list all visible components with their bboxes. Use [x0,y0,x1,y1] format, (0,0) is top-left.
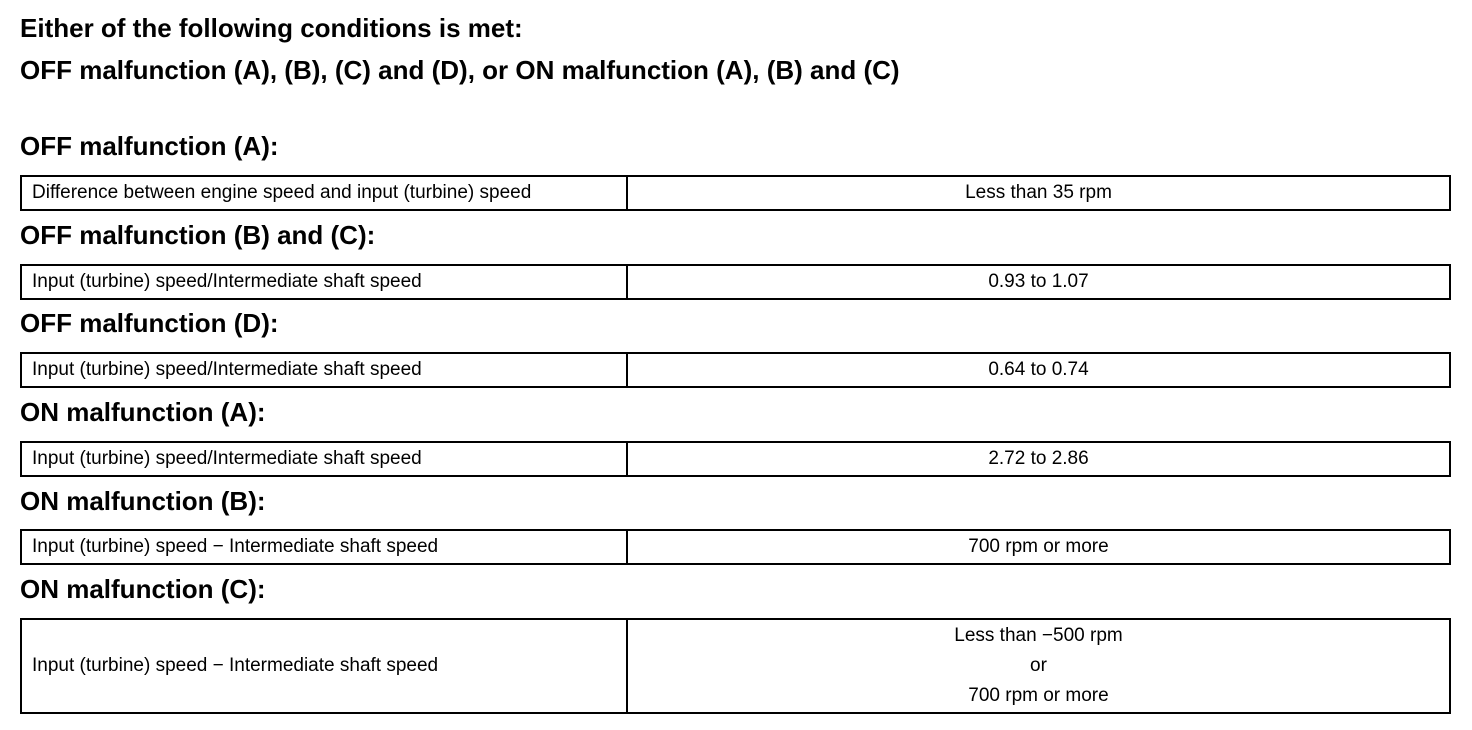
condition-value-line: Less than −500 rpm [954,625,1123,646]
condition-value: 2.72 to 2.86 [627,442,1450,476]
condition-label: Input (turbine) speed − Intermediate shaft speed [21,619,627,713]
condition-value: 0.93 to 1.07 [627,265,1450,299]
section-title-on-c: ON malfunction (C): [20,574,266,604]
condition-value-line: or [1030,655,1047,676]
section-title-on-a: ON malfunction (A): [20,397,266,427]
table-row [21,176,1450,210]
section-title-off-b-c: OFF malfunction (B) and (C): [20,220,376,250]
header-line-2: OFF malfunction (A), (B), (C) and (D), or ON malfunction (A), (B) and (C) [20,55,900,85]
condition-table-on-b [20,529,1451,565]
condition-value: Less than 35 rpm [627,176,1450,210]
section-title-off-d: OFF malfunction (D): [20,308,279,338]
condition-label: Input (turbine) speed − Intermediate shaft speed [21,530,627,564]
condition-table-off-d [20,352,1451,388]
condition-value-line: 700 rpm or more [968,685,1109,706]
table-row [21,530,1450,564]
condition-label: Input (turbine) speed/Intermediate shaft speed [21,442,627,476]
condition-label: Difference between engine speed and input (turbine) speed [21,176,627,210]
condition-value [627,619,1450,713]
header-line-1: Either of the following conditions is met: [20,13,523,43]
table-row [21,353,1450,387]
table-row [21,442,1450,476]
condition-table-off-a [20,175,1451,211]
condition-table-on-c [20,618,1451,714]
condition-table-off-b-c [20,264,1451,300]
table-row [21,265,1450,299]
condition-label: Input (turbine) speed/Intermediate shaft speed [21,265,627,299]
condition-label: Input (turbine) speed/Intermediate shaft speed [21,353,627,387]
condition-value: 700 rpm or more [627,530,1450,564]
section-title-on-b: ON malfunction (B): [20,486,266,516]
table-row [21,619,1450,713]
section-title-off-a: OFF malfunction (A): [20,131,279,161]
condition-table-on-a [20,441,1451,477]
condition-value: 0.64 to 0.74 [627,353,1450,387]
